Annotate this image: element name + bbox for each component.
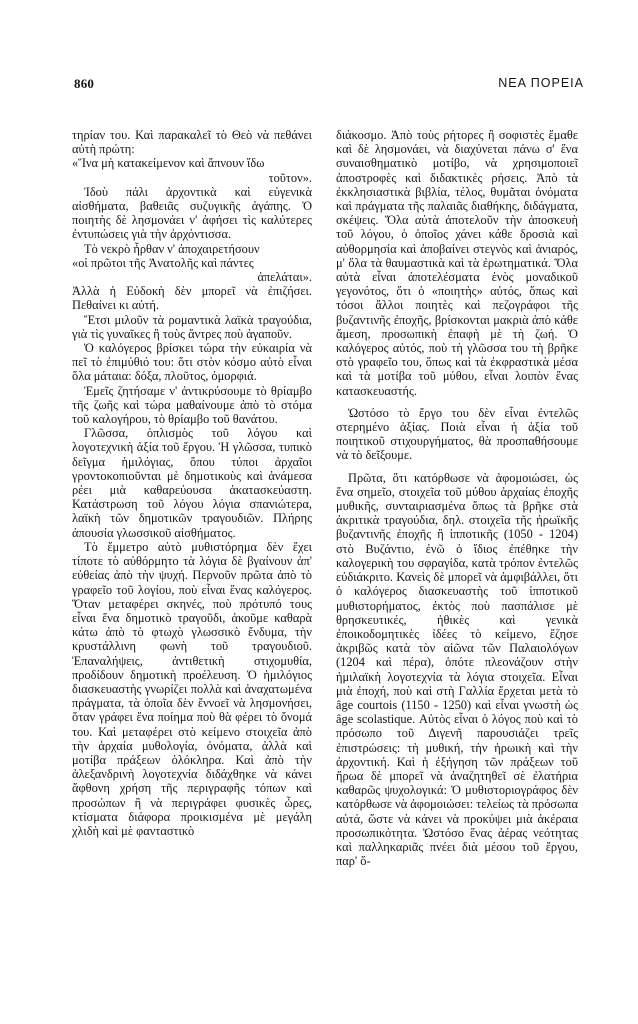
paragraph: Ἔτσι μιλοῦν τὰ ρομαντικὰ λαϊκὰ τραγούδια, γιὰ τὶς γυναῖκες ἢ τοὺς ἄντρες ποὺ ἀγαποῦν. bbox=[72, 312, 312, 341]
verse-quote-end: ἀπελάται». bbox=[257, 270, 312, 285]
paragraph: Τὸ νεκρὸ ἦρθαν ν' ἀποχαιρετήσουν bbox=[84, 241, 260, 256]
paragraph: τηρίαν του. Καὶ παρακαλεῖ τὸ Θεὸ νὰ πεθάνει αὐτὴ πρώτη: bbox=[72, 128, 312, 157]
verse-quote: «οἱ πρῶτοι τῆς Ἀνατολῆς καὶ πάντες bbox=[72, 255, 254, 270]
paragraph: Πρῶτα, ὅτι κατόρθωσε νὰ ἀφομοιώσει, ὡς ἕνα σημεῖο, στοιχεῖα τοῦ μύθου ἀρχαίας ἐποχῆς μυθικῆς, συνταιριασμένα ὅπως τὰ βρῆκε στὰ ἀκριτικὰ τραγούδια, δηλ. στοιχεῖα τῆς ἡρωϊκῆς βυζαντινῆς ἐποχῆς ἢ ἱπποτικῆς (1050 - 1204) στὸ Βυζάντιο, ἐνῶ ὁ ἴδιος ἐπέθηκε τὴν καλογερικὴ του σφραγίδα, κατὰ τρόπον ἐντελῶς εὐδιάκριτο. Κανεὶς δὲ μπορεῖ νὰ ἀμφιβάλλει, ὅτι ὁ καλόγερος διασκευαστὴς τοῦ ἱπποτικοῦ μυθιστορήματος, ἐκτὸς ποὺ πασπάλισε μὲ θρησκευτικές, ἠθικὲς καὶ γενικὰ ἐποικοδομητικὲς ἰδέες τὸ κείμενο, ἔζησε ἀκριβῶς κατὰ τὸν αἰῶνα τῶν Παλαιολόγων (1204 καὶ πέρα), ὁπότε πλεονάζουν στὴν ἡμιλαϊκὴ λογοτεχνία τὰ λόγια στοιχεῖα. Εἶναι μιὰ ἐποχή, ποὺ καὶ στὴ Γαλλία ἔρχεται μετὰ τὸ âge courtois (1150 - 1250) καὶ εἶναι γνωστὴ ὡς âge scolastique. Αὐτὸς εἶναι ὁ λόγος ποὺ καὶ τὸ πρόσωπο τοῦ Διγενῆ παρουσιάζει τρεῖς ἐπιστρώσεις: τὴ μυθική, τὴν ἡρωικὴ καὶ τὴν ἀρχοντική. Καὶ ἡ ἐξήγηση τῶν πράξεων τοῦ ἥρωα δὲ μπορεῖ νὰ ἀναζητηθεῖ σὲ ἐλατήρια καθαρῶς ψυχολογικά: Ὁ μυθιστοριογράφος δὲν κατόρθωσε νὰ ἀφομοιώσει: τελείως τὰ πρόσωπα αὐτά, ὥστε νὰ κάνει νὰ προκύψει μιὰ ἀκέραια προσωπικότητα. Ὡστόσο ἕνας ἀέρας νεότητας καὶ παλληκαριᾶς πνέει διὰ μέσου τοῦ ἔργου, παρ' ὅ- bbox=[336, 470, 578, 869]
right-column bbox=[336, 128, 578, 868]
paragraph: διάκοσμο. Ἀπὸ τοὺς ρήτορες ἢ σοφιστὲς ἔμαθε καὶ δὲ λησμονάει, νὰ διαχύνεται πάνω σ' ἕνα συναισθηματικὸ μοτίβο, νὰ χρησιμοποιεῖ ἀποστροφὲς καὶ διδακτικὲς ρήσεις. Ἀπὸ τὰ ἐκκλησιαστικὰ βιβλία, τέλος, θυμᾶται ὀνόματα καὶ πράγματα τῆς παλαιᾶς διαθήκης, διδάγματα, σκέψεις. Ὅλα αὐτὰ ἀποτελοῦν τὴν ἀποσκευὴ τοῦ λόγου, ὁ ὁποῖος χάνει κάθε δροσιὰ καὶ αὐθορμησία καὶ ἀποβαίνει στεγνὸς καὶ ἀνιαρός, μ' ὅλα τὰ θαυμαστικὰ καὶ τὰ ἐρωτηματικά. Ὅλα αὐτὰ εἶναι ἀποτελέσματα ἑνὸς μοναδικοῦ γεγονότος, ὅτι ὁ «ποιητὴς» αὐτός, ὅπως καὶ τόσοι ἄλλοι ποιητὲς καὶ πεζογράφοι τῆς βυζαντινῆς ἐποχῆς, βρίσκονται μακριὰ ἀπὸ κάθε ἄμεση, προσωπικὴ ἐπαφὴ μὲ τὴ ζωή. Ὁ καλόγερος αὐτός, ποὺ τὴ γλῶσσα του τὴ βρῆκε στὸ γραφεῖο του, ὅπως καὶ τὰ ἐκφραστικὰ μέσα καὶ τὰ μοτίβα τοῦ μύθου, εἶναι λοιπὸν ἕνας κατασκευαστής. bbox=[336, 128, 578, 398]
paragraph: Ἀλλὰ ἡ Εὐδοκὴ δὲν μπορεῖ νὰ ἐπιζήσει. Πεθαίνει κι αὐτή. bbox=[72, 284, 312, 313]
running-header bbox=[70, 76, 584, 98]
page-number: 860 bbox=[74, 76, 95, 91]
paragraph: Τὸ ἔμμετρο αὐτὸ μυθιστόρημα δὲν ἔχει τίποτε τὸ αὐθόρμητο τὰ λόγια δὲ βγαίνουν ἀπ' εὐθείας ἀπὸ τὴν ψυχή. Περνοῦν πρῶτα ἀπὸ τὸ γραφεῖο τοῦ λογίου, ποὺ εἶναι ἕνας καλόγερος. Ὅταν μεταφέρει σκηνές, ποὺ πρότυπό τους εἶναι ἕνα δημοτικὸ τραγοῦδι, ἀκοῦμε καθαρὰ κάτω ἀπὸ τὸ φτωχὸ γλωσσικὸ ἔνδυμα, τὴν κρυστάλλινη φωνὴ τοῦ τραγουδιοῦ. Ἐπαναλήψεις, ἀντιθετικὴ στιχομυθία, προδίδουν δημοτικὴ προέλευση. Ὁ ἡμιλόγιος διασκευαστὴς γνωρίζει πολλὰ καὶ ἀναχατωμένα πράγματα, τὰ ὁποῖα δὲν ἔννοεῖ νὰ λησμονήσει, ὅταν γράφει ἕνα ποίημα ποὺ θὰ φέρει τὸ ὄνομά του. Καὶ μεταφέρει στὸ κείμενο στοιχεῖα ἀπὸ τὴν ἀρχαία μυθολογία, ὀνόματα, ἀλλὰ καὶ μοτίβα πράξεων ὁλόκληρα. Καὶ ἀπὸ τὴν ἀλεξανδρινὴ λογοτεχνία διδάχθηκε νὰ κάνει ἄφθονη χρήση τῆς περιγραφῆς τόπων καὶ προσώπων ἢ νὰ περιγράφει φυσικὲς ὧρες, κτίσματα διάφορα προικισμένα μὲ μεγάλη χλιδὴ καὶ μὲ φανταστικὸ bbox=[72, 539, 312, 838]
left-column bbox=[72, 128, 312, 838]
paragraph: Ἰδοὺ πάλι ἀρχοντικὰ καὶ εὐγενικὰ αἰσθήματα, βαθειᾶς συζυγικῆς ἀγάπης. Ὁ ποιητὴς δὲ λησμονάει ν' ἀφήσει τὶς καλύτερες ἐντυπώσεις γιὰ τὴν ἀρχόντισσα. bbox=[72, 184, 312, 242]
paragraph: Ὁ καλόγερος βρίσκει τώρα τὴν εὐκαιρία νὰ πεῖ τὸ ἐπιμύθιό του: ὅτι στὸν κόσμο αὐτὸ εἶναι ὅλα μάταια: δόξα, πλοῦτος, ὀμορφιά. bbox=[72, 341, 312, 384]
paragraph: Ἐμεῖς ζητήσαμε ν' ἀντικρύσουμε τὸ θρίαμβο τῆς ζωῆς καὶ τώρα μαθαίνουμε ἀπὸ τὸ στόμα τοῦ καλογήρου, τὸ θρίαμβο τοῦ θανάτου. bbox=[72, 383, 312, 427]
journal-title: ΝΕΑ ΠΟΡΕΙΑ bbox=[498, 76, 584, 90]
verse-quote: «Ἵνα μὴ κατακείμενον καὶ ἄπνουν ἴδω bbox=[72, 156, 265, 171]
verse-quote-end: τοῦτον». bbox=[268, 170, 312, 185]
paragraph: Ὡστόσο τὸ ἔργο του δὲν εἶναι ἐντελῶς στερημένο ἀξίας. Ποιὰ εἶναι ἡ ἀξία τοῦ ποιητικοῦ στιχουργήματος, θὰ προσπαθήσουμε νὰ τὸ δεῖξουμε. bbox=[336, 405, 578, 463]
section-heading-paragraph: Γλῶσσα, ὁπλισμὸς τοῦ λόγου καὶ λογοτεχνικὴ ἀξία τοῦ ἔργου. Ἡ γλῶσσα, τυπικὸ δεῖγμα ἡμιλόγιας, ὅπου τύποι ἀρχαῖοι γροντοκοπιοῦνται μὲ δημοτικοὺς καὶ ἀνάμεσα ρέει μιὰ καθαρεύουσα ἀκατασκεύαστη. Κατάστρωση τοῦ λόγου λόγια σπανιώτερα, λαϊκὴ τῶν δημοτικῶν τραγουδιῶν. Πλήρης ἀπουσία γλωσσικοῦ αἰσθήματος. bbox=[72, 426, 312, 540]
